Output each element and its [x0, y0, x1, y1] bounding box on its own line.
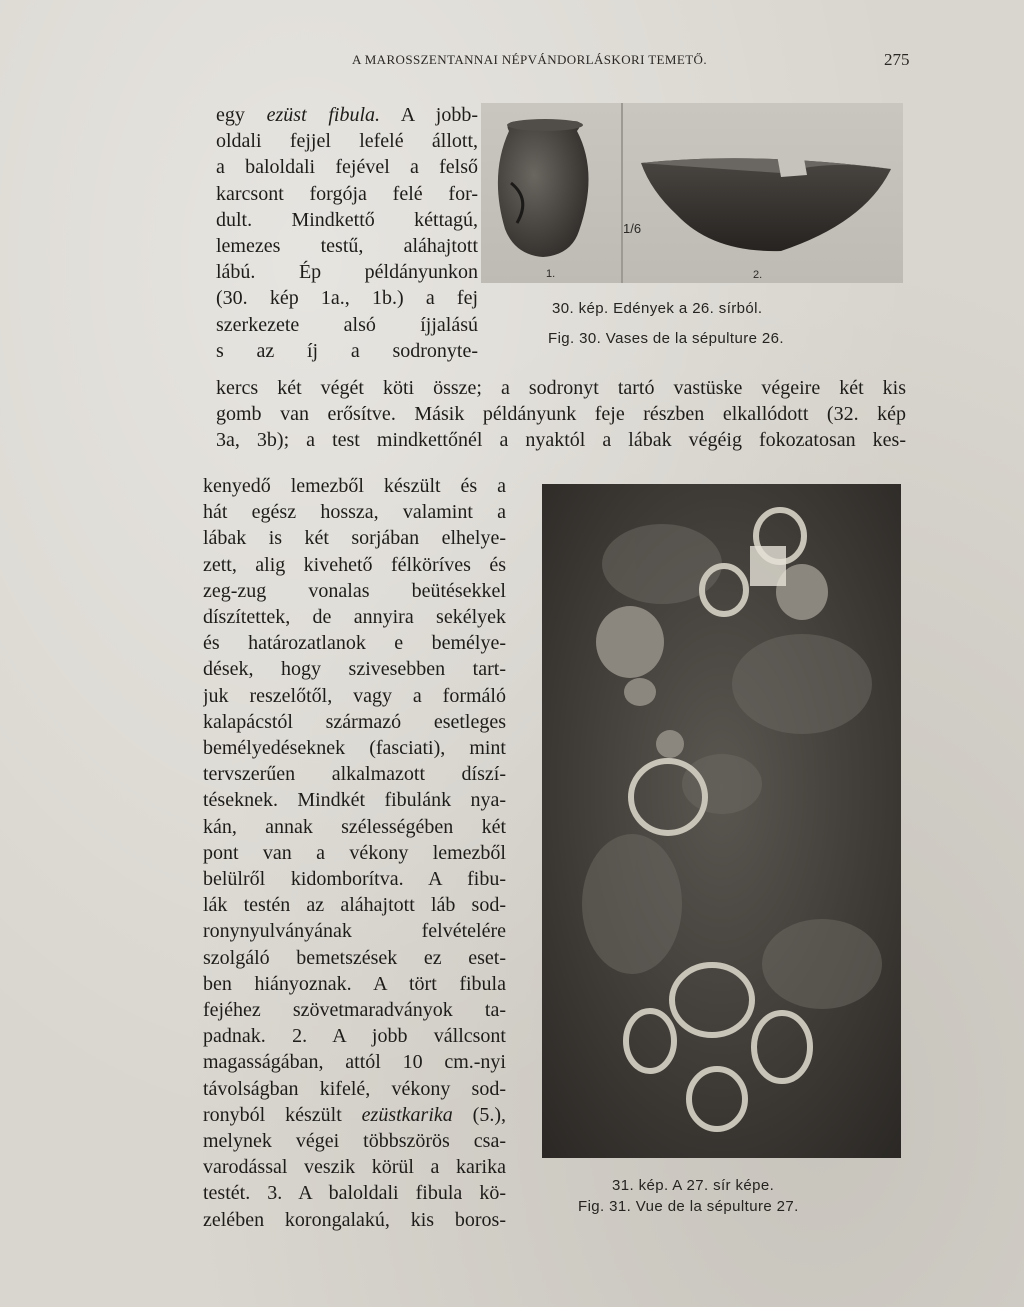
italic-term: ezüst fibula.	[266, 104, 381, 126]
text-line	[203, 1023, 506, 1049]
text-segment: zelében korongalakú, kis boros-	[203, 1208, 506, 1231]
text-line	[203, 1154, 506, 1180]
text-segment: zeg-zug vonalas beütésekkel	[203, 579, 506, 602]
text-line	[203, 971, 506, 997]
vessels-photo-drawing	[481, 103, 903, 283]
text-line	[203, 1049, 506, 1075]
text-segment: karcsont forgója felé for-	[216, 182, 478, 205]
text-segment: A jobb-	[380, 104, 478, 126]
text-line	[203, 1207, 506, 1233]
text-line	[216, 233, 478, 259]
text-segment: és határozatlanok e bemélye-	[203, 632, 506, 655]
text-segment: juk reszelőtől, vagy a formáló	[203, 684, 506, 707]
text-segment: tervszerűen alkalmazott díszí-	[203, 763, 506, 786]
text-line	[203, 945, 506, 971]
text-line	[216, 181, 478, 207]
text-line	[216, 338, 478, 364]
text-line	[203, 761, 506, 787]
text-segment: lemezes testű, aláhajtott	[216, 235, 478, 258]
figure-30-caption-fr: Fig. 30. Vases de la sépulture 26.	[548, 330, 784, 347]
bowl-vessel-2	[641, 153, 891, 251]
figure-31-caption-hu: 31. kép. A 27. sír képe.	[612, 1177, 775, 1194]
text-segment: téseknek. Mindkét fibulánk nya-	[203, 789, 506, 812]
text-line	[203, 578, 506, 604]
vessel-2-label: 2.	[753, 269, 763, 281]
vessel-1-label: 1.	[546, 268, 556, 280]
text-segment: lák testén az aláhajtott láb sod-	[203, 894, 506, 917]
text-segment: s az íj a sodronyte-	[216, 339, 478, 362]
figure-31-grave-photo	[542, 484, 901, 1158]
text-segment: magasságában, attól 10 cm.-nyi	[203, 1051, 506, 1074]
text-line	[203, 709, 506, 735]
grave-photo-drawing	[542, 484, 901, 1158]
text-line	[203, 918, 506, 944]
text-line	[203, 1076, 506, 1102]
text-line	[216, 128, 478, 154]
text-line	[203, 1128, 506, 1154]
text-line	[203, 787, 506, 813]
text-line: 3a, 3b); a test mindkettőnél a nyaktól a lábak végéig fokozatosan kes-	[216, 429, 906, 452]
text-segment: belülről kidomborítva. A fibu-	[203, 868, 506, 891]
text-segment: kenyedő lemezből készült és a	[203, 475, 506, 497]
text-segment: egy	[216, 104, 267, 126]
text-line	[203, 1180, 506, 1206]
text-segment: pont van a vékony lemezből	[203, 841, 506, 864]
text-line	[203, 683, 506, 709]
text-fullwidth-lines	[216, 375, 906, 454]
text-segment: zett, alig kivehető félköríves és	[203, 553, 506, 576]
text-line	[216, 259, 478, 285]
text-segment: bemélyedéseknek (fasciati), mint	[203, 737, 506, 760]
figure-31-caption-fr: Fig. 31. Vue de la sépulture 27.	[578, 1198, 799, 1215]
text-segment: szolgáló bemetszések ez eset-	[203, 946, 506, 969]
text-segment: ben hiányoznak. A tört fibula	[203, 972, 506, 995]
italic-term: ezüstkarika	[361, 1103, 453, 1126]
text-segment: melynek végei többszörös csa-	[203, 1130, 506, 1153]
text-line	[203, 892, 506, 918]
scale-label: 1/6	[623, 221, 642, 236]
text-line	[203, 473, 506, 499]
text-segment: dult. Mindkettő kéttagú,	[216, 208, 478, 231]
photo-divider	[621, 103, 623, 283]
text-line	[203, 630, 506, 656]
text-segment: oldali fejjel lefelé állott,	[216, 130, 478, 153]
text-line	[203, 525, 506, 551]
text-line	[216, 207, 478, 233]
text-segment: kalapácstól származó esetleges	[203, 710, 506, 733]
text-segment: ronynyulványának felvételére	[203, 920, 506, 943]
text-line	[203, 552, 506, 578]
text-line	[203, 840, 506, 866]
text-segment: díszítettek, de annyira sekélyek	[203, 606, 506, 629]
text-segment: hát egész hossza, valamint a	[203, 501, 506, 524]
running-head: A MAROSSZENTANNAI NÉPVÁNDORLÁSKORI TEMETŐ.	[352, 52, 707, 67]
text-line	[203, 735, 506, 761]
text-line: gomb van erősítve. Másik példányunk feje részben elkallódott (32. kép	[216, 403, 906, 426]
text-segment: dések, hogy szivesebben tart-	[203, 658, 506, 681]
text-line	[203, 656, 506, 682]
text-line	[203, 814, 506, 840]
text-line	[216, 285, 478, 311]
text-segment: távolságban kifelé, vékony sod-	[203, 1077, 506, 1100]
text-column-top	[216, 102, 478, 364]
text-segment: kán, annak szélességében két	[203, 815, 506, 838]
text-line	[203, 499, 506, 525]
text-segment: (30. kép 1a., 1b.) a fej	[216, 287, 478, 310]
text-line	[216, 154, 478, 180]
text-column-bottom	[203, 473, 506, 1233]
text-segment: testét. 3. A baloldali fibula kö-	[203, 1182, 506, 1205]
figure-30-caption-hu: 30. kép. Edények a 26. sírból.	[552, 300, 763, 317]
text-segment: (5.),	[452, 1103, 506, 1126]
text-line	[203, 604, 506, 630]
text-line	[203, 1102, 506, 1128]
text-line	[216, 312, 478, 338]
text-segment: ronyból készült	[203, 1103, 362, 1126]
text-segment: fejéhez szövetmaradványok ta-	[203, 999, 506, 1022]
text-segment: lábú. Ép példányunkon	[216, 261, 478, 284]
text-line: kercs két végét köti össze; a sodronyt tartó vastüske végeire két kis	[216, 377, 906, 399]
text-line	[203, 997, 506, 1023]
text-segment: a baloldali fejével a felső	[216, 156, 478, 179]
text-segment: szerkezete alsó íjjalású	[216, 313, 478, 336]
text-line	[216, 102, 478, 128]
text-segment: padnak. 2. A jobb vállcsont	[203, 1025, 506, 1048]
text-segment: lábak is két sorjában elhelye-	[203, 527, 506, 550]
page-number: 275	[884, 50, 910, 69]
figure-30-vessels-photo	[481, 103, 903, 283]
text-segment: varodással veszik körül a karika	[203, 1156, 506, 1179]
text-line	[203, 866, 506, 892]
pot-vessel-1	[498, 119, 589, 257]
